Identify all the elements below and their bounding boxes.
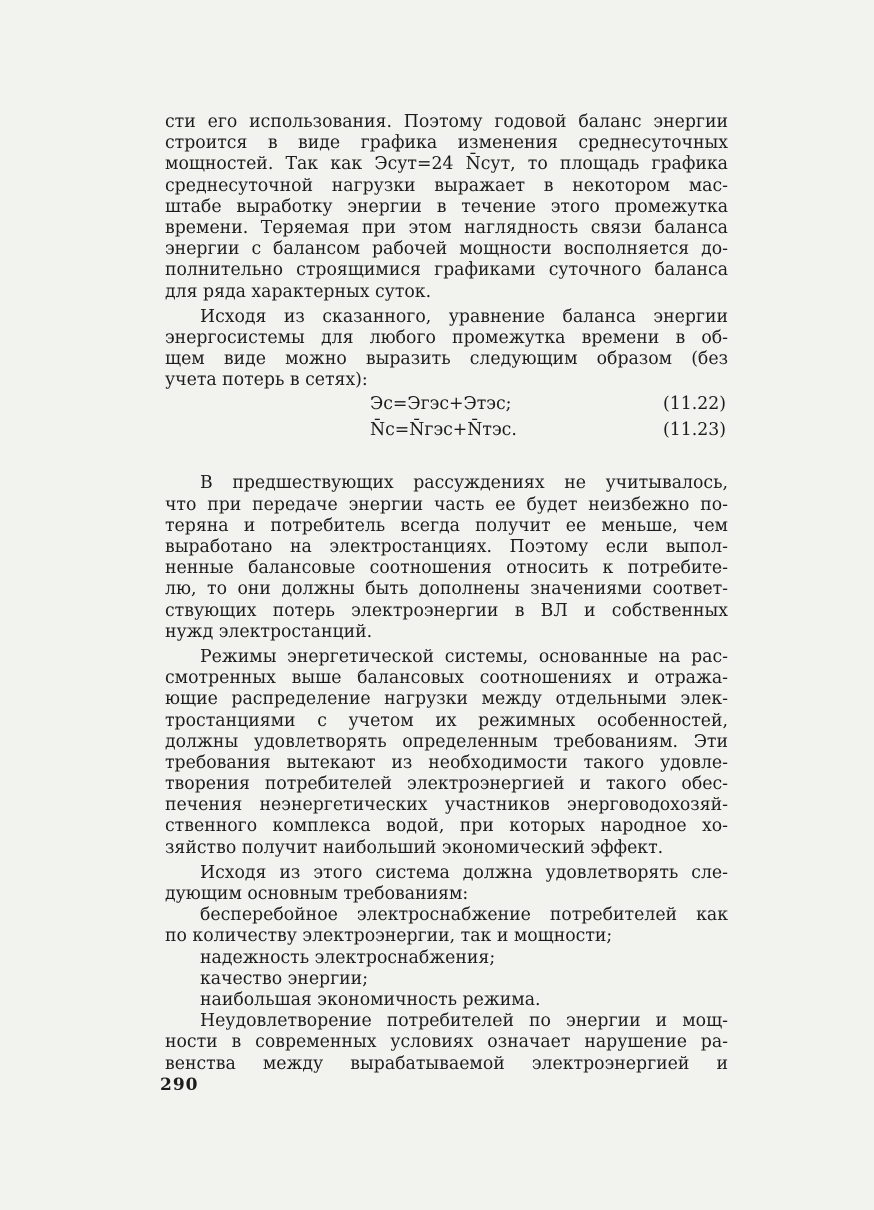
list-item: качество энергии; (200, 968, 369, 989)
formula-expression: Эс=Эгэс+Этэс; (370, 394, 512, 415)
text-line: ствующих потерь электроэнергии в ВЛ и собственных (165, 600, 728, 621)
text-line: что при передаче энергии часть ее будет неизбежно по- (165, 494, 728, 515)
list-item: наибольшая экономичность режима. (200, 989, 541, 1010)
text-line: Исходя из этого система должна удовлетворять сле- (200, 862, 728, 883)
text-line: строится в виде графика изменения среднесуточных (165, 133, 728, 154)
list-item: надежность электроснабжения; (200, 947, 496, 968)
text-line: для ряда характерных суток. (165, 281, 432, 302)
text-line: зяйство получит наибольший экономический эффект. (165, 837, 664, 858)
text-line: печения неэнергетических участников энерговодохозяй- (165, 795, 728, 816)
text-line: Исходя из сказанного, уравнение баланса энергии (200, 306, 728, 327)
text-line: энергосистемы для любого промежутка времени в об- (165, 327, 728, 348)
text-line: энергии с балансом рабочей мощности восполняется до- (165, 239, 728, 260)
text-line: Неудовлетворение потребителей по энергии и мощ- (200, 1011, 728, 1032)
paragraph-3 (165, 473, 728, 643)
paragraph-2 (165, 307, 728, 392)
page-body (165, 112, 728, 1075)
paragraph-4 (165, 647, 728, 859)
list-item-continuation: по количеству электроэнергии, так и мощности; (165, 926, 613, 947)
text-line: выработано на электростанциях. Поэтому если выпол- (165, 537, 728, 557)
list-item: бесперебойное электроснабжение потребителей как (200, 905, 728, 926)
text-line: среднесуточной нагрузки выражает в некотором мас- (165, 175, 728, 196)
text-line: мощностей. Так как Эсут=24 N̄сут, то площадь графика (165, 154, 728, 175)
text-line: Режимы энергетической системы, основанные на рас- (200, 646, 728, 667)
text-line: теряна и потребитель всегда получит ее меньше, чем (165, 515, 728, 536)
formula-number: (11.23) (663, 420, 726, 441)
formula-expression: N̄с=N̄гэс+N̄тэс. (370, 420, 517, 441)
text-line: творения потребителей электроэнергией и такого обес- (165, 774, 728, 795)
text-line: дующим основным требованиям: (165, 884, 469, 904)
page-number: 290 (160, 1075, 199, 1095)
text-line: ненные балансовые соотношения относить к потребите- (165, 558, 728, 579)
formula-11-23 (165, 417, 728, 443)
text-line: учета потерь в сетях): (165, 370, 368, 391)
text-line: ющие распределение нагрузки между отдельными элек- (165, 689, 728, 710)
text-line: нужд электростанций. (165, 621, 373, 642)
text-line: венства между вырабатываемой электроэнергией и (165, 1053, 728, 1074)
text-line: должны удовлетворять определенным требованиям. Эти (165, 731, 728, 752)
requirements-list (165, 905, 728, 1011)
text-line: смотренных выше балансовых соотношениях и отража- (165, 668, 728, 689)
paragraph-5 (165, 863, 728, 905)
text-line: сти его использования. Поэтому годовой баланс энергии (165, 112, 728, 132)
text-line: ственного комплекса водой, при которых народное хо- (165, 816, 728, 837)
paragraph-6 (165, 1011, 728, 1075)
formula-number: (11.22) (663, 394, 726, 415)
formula-11-22 (165, 391, 728, 417)
text-line: В предшествующих рассуждениях не учитывалось, (200, 473, 728, 494)
text-line: полнительно строящимися графиками суточного баланса (165, 260, 728, 281)
text-line: ности в современных условиях означает нарушение ра- (165, 1032, 728, 1053)
text-line: щем виде можно выразить следующим образом (без (165, 349, 728, 370)
text-line: требования вытекают из необходимости такого удовле- (165, 752, 728, 773)
paragraph-1 (165, 112, 728, 303)
text-line: времени. Теряемая при этом наглядность связи баланса (165, 217, 728, 238)
text-line: тростанциями с учетом их режимных особенностей, (165, 710, 728, 731)
text-line: лю, то они должны быть дополнены значениями соответ- (165, 579, 728, 600)
text-line: штабе выработку энергии в течение этого промежутка (165, 196, 728, 217)
